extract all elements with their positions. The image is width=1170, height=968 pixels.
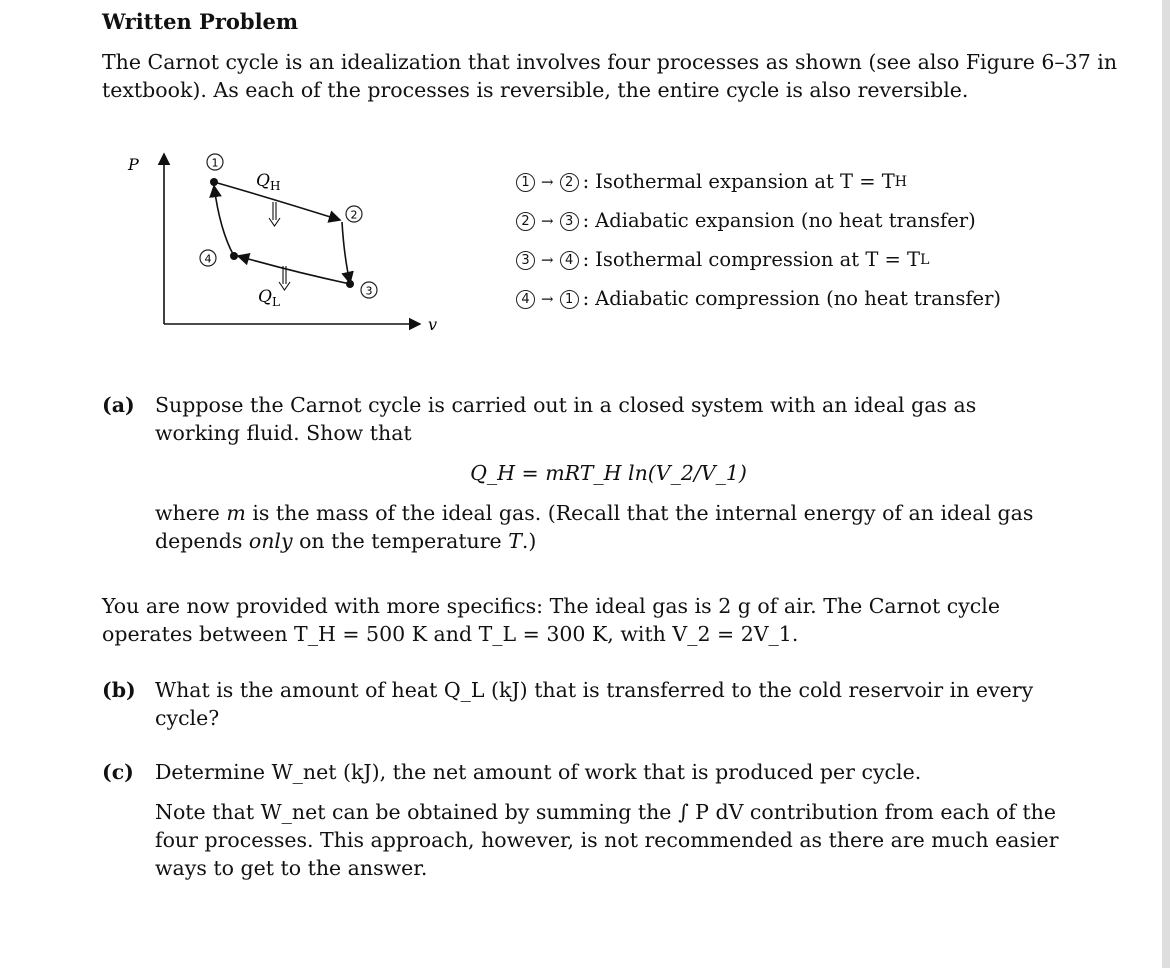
- legend-sub: L: [920, 252, 930, 268]
- svg-text:4: 4: [204, 252, 212, 266]
- part-a-label: (a): [102, 393, 135, 417]
- process-3-4: [238, 256, 350, 284]
- pv-diagram-svg: [120, 146, 450, 336]
- part-c-label: (c): [102, 760, 134, 784]
- state-4-marker: [200, 250, 216, 266]
- qh-label: $Q_H$: [256, 171, 281, 193]
- legend-text: Adiabatic expansion (no heat transfer): [595, 209, 976, 232]
- part-a-text: Suppose the Carnot cycle is carried out in a closed system with an ideal gas as working fluid. Show that: [155, 393, 977, 445]
- state-point-3: [346, 280, 354, 288]
- svg-text:1: 1: [211, 156, 219, 170]
- state-badge: 3: [560, 212, 579, 231]
- process-2-3: [342, 222, 350, 283]
- legend-row-1-2: 1 → 2 : Isothermal expansion at T = T H: [516, 164, 1001, 203]
- part-c-note: Note that W_net can be obtained by summing the ∫ P dV contribution from each of the four processes. This approach, however, is not recommended as there are much easier ways to get to the answer.: [155, 800, 1059, 880]
- legend-row-3-4: 3 → 4 : Isothermal compression at T = T L: [516, 242, 1001, 281]
- state-badge: 4: [516, 290, 535, 309]
- state-badge: 4: [560, 251, 579, 270]
- state-point-4: [230, 252, 238, 260]
- state-2-marker: [346, 206, 362, 222]
- legend-text: Isothermal expansion at T = T: [595, 170, 895, 193]
- right-arrow-icon: →: [541, 212, 554, 230]
- page-edge: [1162, 0, 1170, 968]
- legend-sub: H: [894, 174, 908, 190]
- state-badge: 3: [516, 251, 535, 270]
- part-a-equation: Q_H = mRT_H ln(V_2/V_1): [470, 461, 747, 485]
- right-arrow-icon: →: [541, 173, 554, 191]
- legend-text: Isothermal compression at T = T: [595, 248, 921, 271]
- right-arrow-icon: →: [541, 251, 554, 269]
- right-arrow-icon: →: [541, 290, 554, 308]
- state-point-1: [210, 178, 218, 186]
- legend-row-2-3: 2 → 3 : Adiabatic expansion (no heat transfer): [516, 203, 1001, 242]
- axis-v-label: v: [428, 315, 438, 334]
- intro-paragraph: The Carnot cycle is an idealization that involves four processes as shown (see also Figure 6–37 in textbook). As each of the processes is reversible, the entire cycle is also reversible.: [102, 50, 1118, 102]
- state-badge: 2: [560, 173, 579, 192]
- state-badge: 1: [560, 290, 579, 309]
- state-1-marker: [207, 154, 223, 170]
- heat-in-arrow: [269, 202, 280, 226]
- part-b-text: What is the amount of heat Q_L (kJ) that is transferred to the cold reservoir in every cycle?: [155, 678, 1034, 730]
- document-page: [102, 8, 1152, 104]
- state-3-marker: [361, 282, 377, 298]
- process-4-1: [214, 186, 234, 256]
- svg-text:2: 2: [350, 208, 358, 222]
- part-b: [102, 676, 1062, 732]
- problem-title: Written Problem: [102, 9, 299, 34]
- legend-text: Adiabatic compression (no heat transfer): [595, 287, 1002, 310]
- state-badge: 1: [516, 173, 535, 192]
- carnot-pv-diagram: [120, 146, 450, 336]
- part-c-text: Determine W_net (kJ), the net amount of work that is produced per cycle.: [155, 760, 922, 784]
- process-legend: [516, 164, 1001, 320]
- legend-row-4-1: 4 → 1 : Adiabatic compression (no heat transfer): [516, 281, 1001, 320]
- part-b-label: (b): [102, 678, 136, 702]
- axis-p-label: P: [128, 155, 139, 174]
- part-c: [102, 758, 1062, 882]
- ql-label: $Q_L$: [258, 287, 280, 309]
- part-a: [102, 391, 1062, 555]
- svg-text:3: 3: [365, 284, 373, 298]
- specifics-paragraph: You are now provided with more specifics: The ideal gas is 2 g of air. The Carnot cycle operates between T_H = 500 K and T_L = 300 K, with V_2 = 2V_1.: [102, 594, 1000, 646]
- state-badge: 2: [516, 212, 535, 231]
- part-a-note: where m is the mass of the ideal gas. (Recall that the internal energy of an ideal gas depends only on the temperature T.): [155, 501, 1034, 553]
